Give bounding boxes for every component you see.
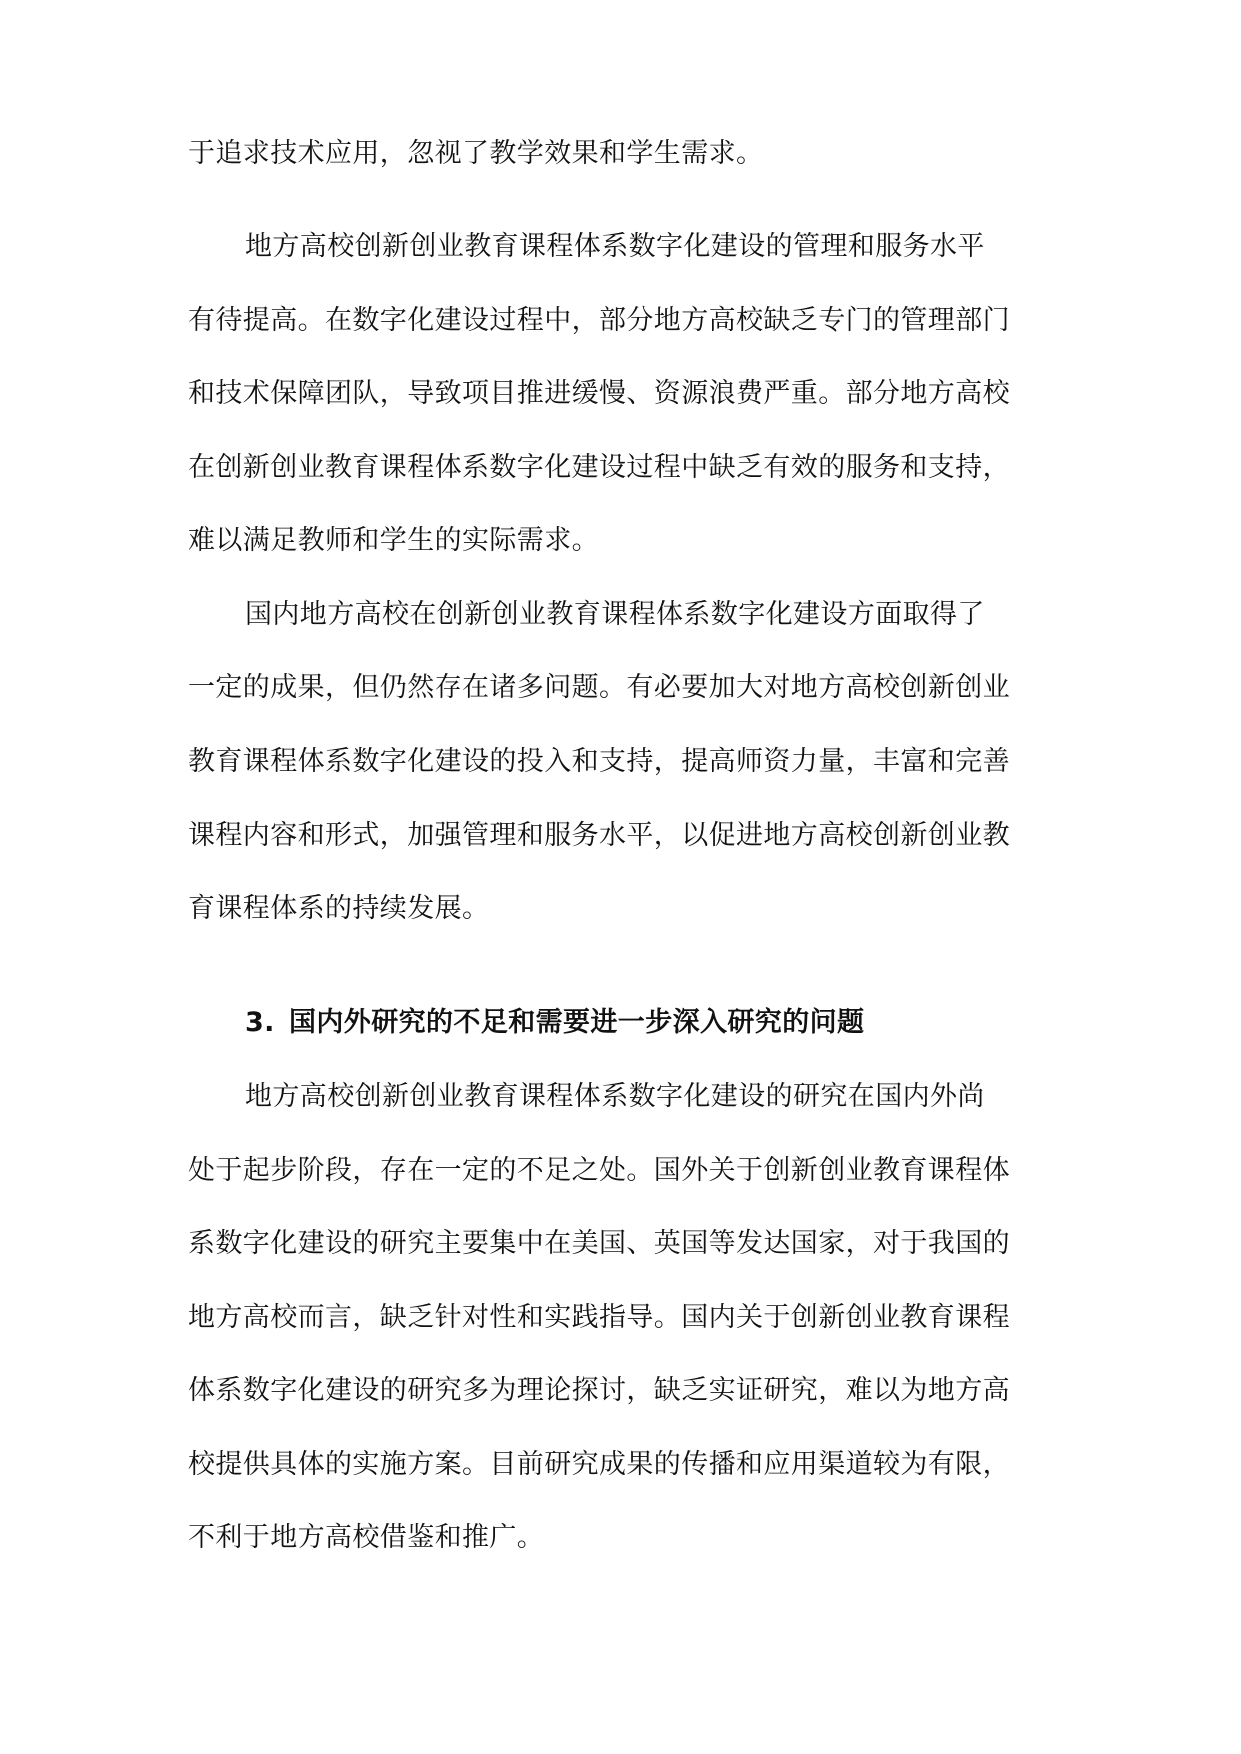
paragraph-line: 处于起步阶段，存在一定的不足之处。国外关于创新创业教育课程体 — [188, 1155, 1010, 1186]
paragraph-line: 和技术保障团队，导致项目推进缓慢、资源浪费严重。部分地方高校 — [188, 378, 1010, 409]
paragraph-line: 难以满足教师和学生的实际需求。 — [188, 525, 599, 556]
paragraph-line: 地方高校创新创业教育课程体系数字化建设的研究在国内外尚 — [245, 1081, 985, 1112]
paragraph-line: 国内地方高校在创新创业教育课程体系数字化建设方面取得了 — [245, 599, 985, 630]
paragraph-line: 体系数字化建设的研究多为理论探讨，缺乏实证研究，难以为地方高 — [188, 1375, 1010, 1406]
paragraph-line: 不利于地方高校借鉴和推广。 — [188, 1522, 545, 1553]
section-heading — [245, 1005, 864, 1041]
paragraph-line: 校提供具体的实施方案。目前研究成果的传播和应用渠道较为有限， — [188, 1449, 1010, 1480]
section-title: 国内外研究的不足和需要进一步深入研究的问题 — [289, 1007, 865, 1038]
paragraph-line: 一定的成果，但仍然存在诸多问题。有必要加大对地方高校创新创业 — [188, 672, 1010, 703]
paragraph-line: 系数字化建设的研究主要集中在美国、英国等发达国家，对于我国的 — [188, 1228, 1010, 1259]
section-number: 3. — [245, 1007, 275, 1038]
paragraph-line: 在创新创业教育课程体系数字化建设过程中缺乏有效的服务和支持， — [188, 452, 1010, 483]
paragraph-line: 于追求技术应用，忽视了教学效果和学生需求。 — [188, 138, 764, 169]
paragraph-line: 地方高校创新创业教育课程体系数字化建设的管理和服务水平 — [245, 231, 985, 262]
paragraph-line: 育课程体系的持续发展。 — [188, 893, 490, 924]
paragraph-line: 课程内容和形式，加强管理和服务水平，以促进地方高校创新创业教 — [188, 820, 1010, 851]
paragraph-line: 地方高校而言，缺乏针对性和实践指导。国内关于创新创业教育课程 — [188, 1302, 1010, 1333]
paragraph-line: 有待提高。在数字化建设过程中，部分地方高校缺乏专门的管理部门 — [188, 305, 1010, 336]
paragraph-line: 教育课程体系数字化建设的投入和支持，提高师资力量，丰富和完善 — [188, 746, 1010, 777]
